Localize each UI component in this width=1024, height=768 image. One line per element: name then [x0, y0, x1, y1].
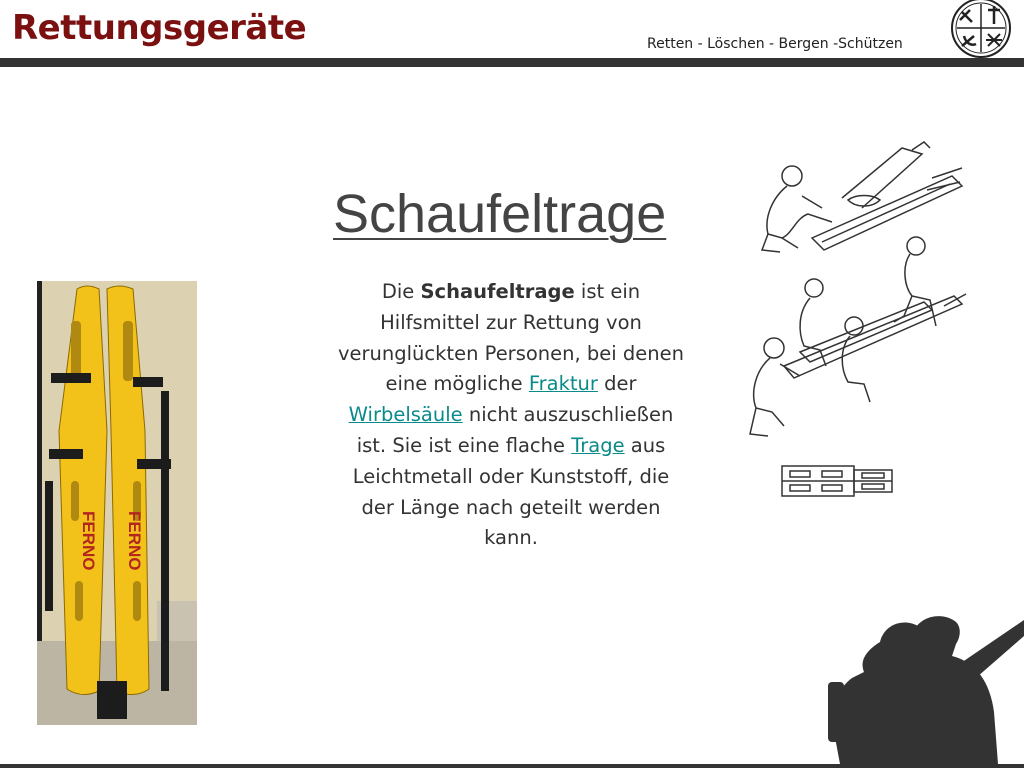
body-text-part: aus Leichtmetall oder Kunststoff, die der Länge nach geteilt werden kann. [352, 433, 670, 550]
link-trage[interactable]: Trage [571, 433, 625, 457]
rescue-illustration-middle [744, 236, 969, 446]
body-text-part: ist ein Hilfsmittel zur Rettung von verunglückten Personen, bei denen eine mögliche [337, 280, 684, 396]
stretcher-top-view [778, 460, 896, 502]
body-text [336, 277, 686, 554]
firefighter-silhouette [820, 612, 1024, 764]
ferno-label: FERNO [125, 511, 144, 571]
header-bar [0, 58, 1024, 67]
body-text-bold: Schaufeltrage [420, 280, 575, 303]
bottom-bar [0, 764, 1024, 768]
slide-title: Schaufeltrage [333, 184, 667, 244]
ferno-label: FERNO [79, 511, 98, 571]
scoop-stretcher-photo [37, 281, 197, 725]
header-motto: Retten - Löschen - Bergen -Schützen [647, 36, 903, 52]
body-text-part: der [597, 372, 637, 396]
body-text-part: Die [381, 280, 421, 303]
link-fraktur[interactable]: Fraktur [528, 372, 598, 396]
link-wirbelsaeule[interactable]: Wirbelsäule [348, 403, 463, 427]
fire-department-emblem-icon [948, 0, 1014, 60]
header-title: Rettungsgeräte [12, 8, 307, 48]
body-text-part: nicht auszuschließen ist. Sie ist eine flache [356, 403, 674, 457]
